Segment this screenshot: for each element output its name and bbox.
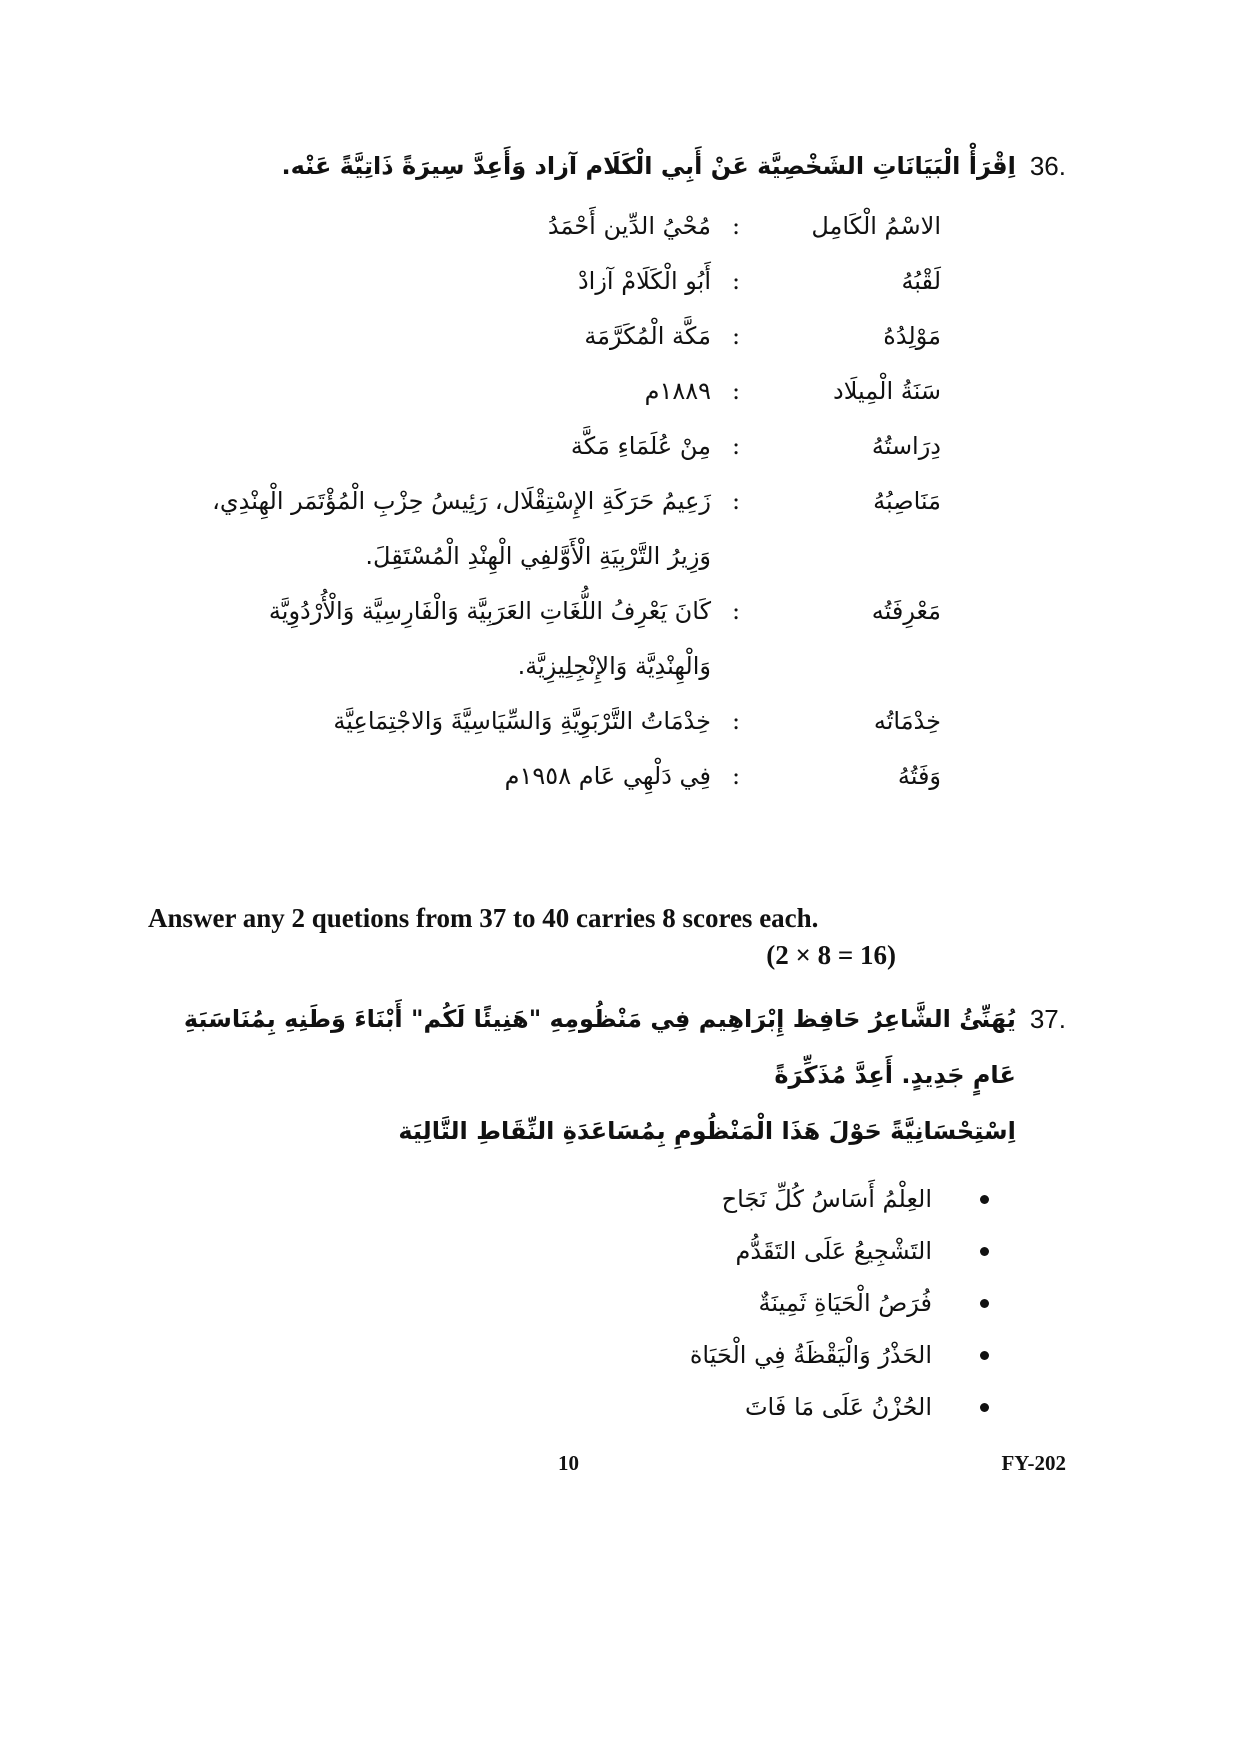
- bullet-item: [140, 1173, 941, 1225]
- row-label: خِدْمَاتُه: [873, 706, 941, 735]
- table-row: [140, 748, 941, 803]
- row-colon: :: [731, 376, 741, 405]
- table-row: [140, 583, 941, 638]
- table-row: [140, 693, 941, 748]
- row-colon: :: [731, 266, 741, 295]
- row-label: وَفَتُهُ: [897, 761, 941, 790]
- bullet-icon: [980, 1195, 989, 1204]
- question-36-number: 36.: [1029, 151, 1066, 181]
- bullet-item: [140, 1329, 941, 1381]
- question-37-number: 37.: [1029, 1004, 1066, 1034]
- row-label: الاسْمُ الْكَامِل: [811, 211, 941, 240]
- question-36-text: اِقْرَأْ الْبَيَانَاتِ الشَخْصِيَّة عَنْ أَبِي الْكَلَام آزاد وَأَعِدَّ سِيرَةً ذَاتِيَّةً عَنْه.: [281, 152, 1016, 180]
- bullet-item: [140, 1381, 941, 1433]
- page-footer: [140, 1451, 1066, 1476]
- question-36: [140, 138, 1066, 194]
- row-colon: :: [731, 211, 741, 240]
- bullet-item: [140, 1225, 941, 1277]
- biography-table: [140, 198, 1066, 803]
- row-value: مَكَّة الْمُكَرَّمَة: [584, 321, 711, 350]
- question-37-line2: اِسْتِحْسَانِيَّةً حَوْلَ هَذَا الْمَنْظُومِ بِمُسَاعَدَةِ النِّقَاطِ التَّالِيَة: [398, 1117, 1016, 1145]
- row-label: دِرَاستُهُ: [871, 431, 941, 460]
- table-row-continuation: [140, 638, 941, 693]
- row-value-continuation: وَزِيرُ التَّرْبِيَةِ الْأَوَّلفِي الْهِنْدِ الْمُسْتَقِلَ.: [365, 541, 711, 570]
- table-row: [140, 473, 941, 528]
- table-row: [140, 418, 941, 473]
- row-label: مَنَاصِبُهُ: [873, 486, 941, 515]
- bullet-point: التَشْجِيعُ عَلَى التَقَدُّم: [735, 1237, 932, 1265]
- question-37: [140, 991, 1066, 1159]
- row-value: زَعِيمُ حَرَكَةِ الإِسْتِقْلَال، رَئِيسُ حِزْبِ الْمُؤْتَمَر الْهِنْدِي،: [212, 486, 711, 515]
- question-37-line1: يُهَنِّئُ الشَّاعِرُ حَافِظ إِبْرَاهِيم فِي مَنْظُومِهِ "هَنِيئًا لَكُم" أَبْنَاءَ وَطَنِهِ بِمُنَاسَبَةِ عَامٍ جَدِيدٍ. أَعِدَّ مُذَكِّرَةً: [183, 1005, 1016, 1089]
- paper-code: FY-202: [1001, 1451, 1066, 1475]
- row-label: لَقْبُهُ: [901, 266, 941, 295]
- question-37-text-block: [140, 991, 1016, 1159]
- section-instruction: Answer any 2 quetions from 37 to 40 carries 8 scores each.: [148, 903, 819, 933]
- row-value: أَبُو الْكَلَامْ آزادْ: [577, 266, 711, 295]
- row-colon: :: [731, 486, 741, 515]
- row-label: سَنَةُ الْمِيلَاد: [833, 376, 941, 405]
- section-score: (2 × 8 = 16): [766, 940, 896, 970]
- row-value: كَانَ يَعْرِفُ اللُّغَاتِ العَرَبِيَّة وَالْفَارِسِيَّة وَالْأُرْدُوِيَّة: [268, 596, 711, 625]
- page-number: 10: [558, 1451, 579, 1475]
- bullet-point: الحُزْنُ عَلَى مَا فَاتَ: [744, 1393, 932, 1421]
- bullet-item: [140, 1277, 941, 1329]
- bullet-point: العِلْمُ أَسَاسُ كُلِّ نَجَاح: [721, 1185, 932, 1213]
- row-label: مَوْلِدُهُ: [883, 321, 941, 350]
- table-row-continuation: [140, 528, 941, 583]
- table-row: [140, 198, 941, 253]
- row-value: مُحْيُ الدِّين أَحْمَدُ: [547, 211, 711, 240]
- bullet-point: الحَذْرُ وَالْيَقْظَةُ فِي الْحَيَاة: [689, 1341, 932, 1369]
- row-colon: :: [731, 431, 741, 460]
- row-value: مِنْ عُلَمَاءِ مَكَّة: [570, 431, 711, 460]
- row-value: خِدْمَاتُ التَّرْبَوِيَّةِ وَالسِّيَاسِيَّةَ وَالاجْتِمَاعِيَّة: [333, 706, 711, 735]
- row-value: ١٨٨٩م: [644, 376, 711, 405]
- bullet-icon: [980, 1403, 989, 1412]
- row-value: فِي دَلْهِي عَام ١٩٥٨م: [504, 761, 711, 790]
- bullet-icon: [980, 1299, 989, 1308]
- row-label: مَعْرِفَتُه: [871, 596, 941, 625]
- row-colon: :: [731, 706, 741, 735]
- row-colon: :: [731, 321, 741, 350]
- bullet-icon: [980, 1351, 989, 1360]
- question-36-text-block: [140, 138, 1016, 194]
- table-row: [140, 363, 941, 418]
- table-row: [140, 253, 941, 308]
- question-37-points: [140, 1173, 1066, 1433]
- row-colon: :: [731, 761, 741, 790]
- bullet-point: فُرَصُ الْحَيَاةِ ثَمِينَةٌ: [758, 1289, 932, 1317]
- row-colon: :: [731, 596, 741, 625]
- table-row: [140, 308, 941, 363]
- row-value-continuation: وَالْهِنْدِيَّة وَالإِنْجِلِيزِيَّة.: [517, 651, 711, 680]
- bullet-icon: [980, 1247, 989, 1256]
